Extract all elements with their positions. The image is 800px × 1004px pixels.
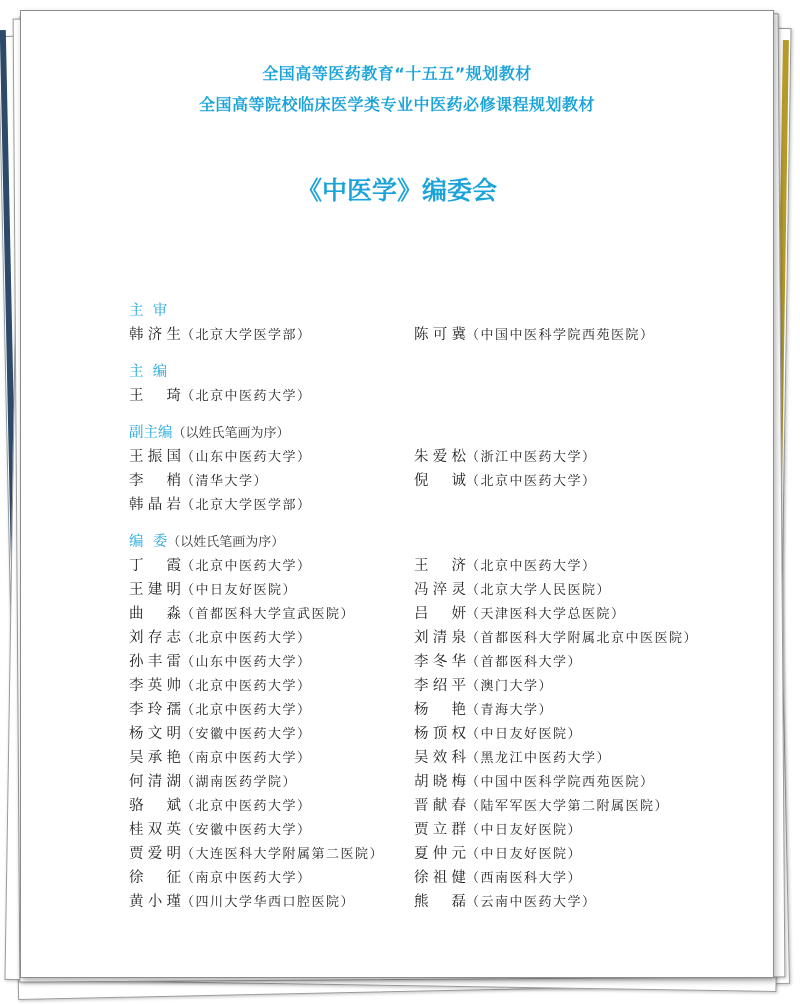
section-chief-reviewer bbox=[129, 299, 749, 347]
member-name: 韩晶岩 bbox=[129, 497, 181, 513]
member-entry bbox=[414, 323, 749, 347]
member-affiliation: （天津医科大学总医院） bbox=[466, 607, 626, 622]
member-entry bbox=[129, 578, 414, 602]
member-name: 丁霞 bbox=[129, 558, 181, 574]
member-name: 杨顶权 bbox=[414, 726, 466, 742]
member-entry bbox=[414, 445, 749, 469]
member-name: 陈可冀 bbox=[414, 327, 466, 343]
member-entry bbox=[414, 602, 749, 626]
member-name: 倪诚 bbox=[414, 473, 466, 489]
member-entry bbox=[414, 794, 749, 818]
series-title-line-2: 全国高等院校临床医学类专业中医药必修课程规划教材 bbox=[198, 95, 595, 114]
member-entry bbox=[129, 469, 414, 493]
member-entry bbox=[129, 794, 414, 818]
member-entry bbox=[129, 866, 414, 890]
member-name: 朱爱松 bbox=[414, 449, 466, 465]
member-affiliation: （山东中医药大学） bbox=[181, 450, 312, 465]
member-entry bbox=[414, 626, 749, 650]
member-affiliation: （北京大学医学部） bbox=[181, 328, 312, 343]
member-name: 贾立群 bbox=[414, 822, 466, 838]
member-name: 冯淬灵 bbox=[414, 582, 466, 598]
member-affiliation: （安徽中医药大学） bbox=[181, 823, 312, 838]
member-affiliation: （青海大学） bbox=[466, 703, 554, 718]
member-name: 夏仲元 bbox=[414, 846, 466, 862]
section-label: 主 审 bbox=[129, 303, 168, 319]
member-affiliation: （中国中医科学院西苑医院） bbox=[466, 328, 655, 343]
member-affiliation: （南京中医药大学） bbox=[181, 751, 312, 766]
section-label: 副主编 bbox=[129, 425, 173, 441]
member-affiliation: （中日友好医院） bbox=[466, 727, 583, 742]
member-entry bbox=[414, 818, 749, 842]
member-affiliation: （澳门大学） bbox=[466, 679, 554, 694]
member-name: 李梢 bbox=[129, 473, 181, 489]
member-name: 李英帅 bbox=[129, 678, 181, 694]
member-name: 胡晓梅 bbox=[414, 774, 466, 790]
member-affiliation: （首都医科大学宣武医院） bbox=[181, 607, 356, 622]
member-entry bbox=[414, 469, 749, 493]
section-label: 编 委 bbox=[129, 534, 168, 550]
member-affiliation: （浙江中医药大学） bbox=[466, 450, 597, 465]
member-affiliation: （北京中医药大学） bbox=[181, 389, 312, 404]
member-name: 桂双英 bbox=[129, 822, 181, 838]
section-label: 主 编 bbox=[129, 364, 168, 380]
member-name: 晋献春 bbox=[414, 798, 466, 814]
member-affiliation: （北京大学人民医院） bbox=[466, 583, 612, 598]
member-entry bbox=[414, 866, 749, 890]
member-affiliation: （陆军军医大学第二附属医院） bbox=[466, 799, 670, 814]
member-name: 何清湖 bbox=[129, 774, 181, 790]
member-entry bbox=[129, 722, 414, 746]
member-name: 韩济生 bbox=[129, 327, 181, 343]
member-name: 曲淼 bbox=[129, 606, 181, 622]
member-name: 李玲孺 bbox=[129, 702, 181, 718]
member-entry bbox=[129, 493, 414, 517]
member-name: 杨文明 bbox=[129, 726, 181, 742]
member-name: 骆斌 bbox=[129, 798, 181, 814]
member-affiliation: （清华大学） bbox=[181, 474, 269, 489]
member-entry bbox=[129, 445, 414, 469]
member-entry bbox=[414, 842, 749, 866]
member-entry bbox=[129, 674, 414, 698]
member-name: 刘存志 bbox=[129, 630, 181, 646]
member-affiliation: （首都医科大学） bbox=[466, 655, 583, 670]
member-affiliation: （北京中医药大学） bbox=[181, 679, 312, 694]
member-name: 杨艳 bbox=[414, 702, 466, 718]
member-entry bbox=[414, 650, 749, 674]
member-affiliation: （西南医科大学） bbox=[466, 871, 583, 886]
member-name: 吴承艳 bbox=[129, 750, 181, 766]
member-affiliation: （云南中医药大学） bbox=[466, 895, 597, 910]
member-name: 刘清泉 bbox=[414, 630, 466, 646]
member-affiliation: （中日友好医院） bbox=[181, 583, 298, 598]
member-entry bbox=[129, 554, 414, 578]
member-entry bbox=[129, 626, 414, 650]
member-name: 李冬华 bbox=[414, 654, 466, 670]
member-name: 王济 bbox=[414, 558, 466, 574]
member-entry bbox=[129, 890, 414, 914]
member-entry bbox=[129, 384, 414, 408]
member-name: 黄小瑾 bbox=[129, 894, 181, 910]
member-entry bbox=[414, 770, 749, 794]
member-entry bbox=[129, 818, 414, 842]
member-affiliation: （北京中医药大学） bbox=[181, 631, 312, 646]
member-affiliation: （北京中医药大学） bbox=[466, 559, 597, 574]
member-name: 吴效科 bbox=[414, 750, 466, 766]
member-entry bbox=[414, 674, 749, 698]
member-affiliation: （山东中医药大学） bbox=[181, 655, 312, 670]
member-affiliation: （南京中医药大学） bbox=[181, 871, 312, 886]
committee-list bbox=[129, 299, 749, 927]
member-entry bbox=[129, 770, 414, 794]
member-entry bbox=[129, 698, 414, 722]
section-deputy-editors bbox=[129, 421, 749, 517]
member-entry bbox=[129, 746, 414, 770]
member-name: 王建明 bbox=[129, 582, 181, 598]
member-entry bbox=[414, 722, 749, 746]
member-name: 孙丰雷 bbox=[129, 654, 181, 670]
section-note: （以姓氏笔画为序） bbox=[167, 535, 285, 550]
member-name: 王琦 bbox=[129, 388, 181, 404]
member-name: 徐征 bbox=[129, 870, 181, 886]
section-chief-editor bbox=[129, 360, 749, 408]
page-title: 《中医学》编委会 bbox=[296, 176, 497, 205]
member-entry bbox=[414, 554, 749, 578]
member-affiliation: （黑龙江中医药大学） bbox=[466, 751, 612, 766]
member-name: 吕妍 bbox=[414, 606, 466, 622]
member-name: 熊磊 bbox=[414, 894, 466, 910]
member-entry bbox=[129, 323, 414, 347]
member-name: 王振国 bbox=[129, 449, 181, 465]
series-title-line-1: 全国高等医药教育“十五五”规划教材 bbox=[262, 64, 532, 83]
member-name: 李绍平 bbox=[414, 678, 466, 694]
member-affiliation: （中日友好医院） bbox=[466, 847, 583, 862]
member-affiliation: （北京中医药大学） bbox=[181, 559, 312, 574]
member-entry bbox=[414, 578, 749, 602]
member-affiliation: （北京大学医学部） bbox=[181, 498, 312, 513]
member-name: 徐祖健 bbox=[414, 870, 466, 886]
member-affiliation: （北京中医药大学） bbox=[181, 703, 312, 718]
member-affiliation: （四川大学华西口腔医院） bbox=[181, 895, 356, 910]
member-entry bbox=[129, 650, 414, 674]
member-affiliation: （北京中医药大学） bbox=[466, 474, 597, 489]
member-affiliation: （北京中医药大学） bbox=[181, 799, 312, 814]
member-entry bbox=[414, 698, 749, 722]
member-affiliation: （中国中医科学院西苑医院） bbox=[466, 775, 655, 790]
member-affiliation: （安徽中医药大学） bbox=[181, 727, 312, 742]
member-affiliation: （首都医科大学附属北京中医医院） bbox=[466, 631, 699, 646]
member-entry bbox=[129, 842, 414, 866]
member-affiliation: （大连医科大学附属第二医院） bbox=[181, 847, 385, 862]
member-name: 贾爱明 bbox=[129, 846, 181, 862]
member-affiliation: （湖南医药学院） bbox=[181, 775, 298, 790]
member-entry bbox=[414, 746, 749, 770]
member-entry bbox=[414, 890, 749, 914]
document-page bbox=[20, 10, 774, 978]
section-editorial-board bbox=[129, 530, 749, 914]
member-affiliation: （中日友好医院） bbox=[466, 823, 583, 838]
member-entry bbox=[129, 602, 414, 626]
section-note: （以姓氏笔画为序） bbox=[172, 426, 290, 441]
